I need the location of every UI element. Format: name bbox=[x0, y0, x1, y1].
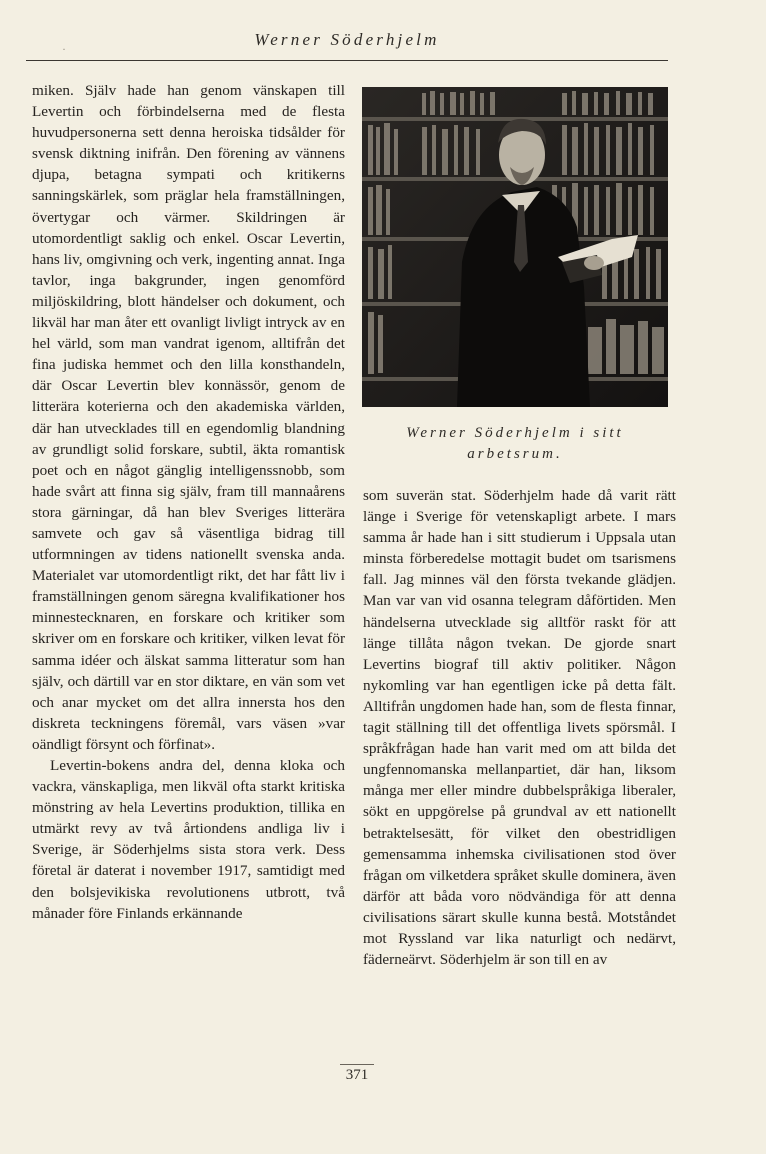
portrait-photo bbox=[362, 87, 668, 407]
page-number: 371 bbox=[345, 1067, 369, 1083]
header-rule bbox=[26, 60, 668, 61]
right-column bbox=[363, 485, 676, 970]
running-title: Werner Söderhjelm bbox=[254, 30, 440, 49]
left-paragraph-1: miken. Själv hade han genom vänskapen till Levertin och förbindelserna med de flesta huvudpersonerna sett denna heroiska tidsålder för svensk diktning inifrån. Den förening av vännens djupa, betagna sympati och kritikerns sanningskärlek, som präglar hela framställningen, övertygar och värmer. Skildringen är utomordentligt saklig och enkel. Oscar Levertin, hans liv, omgivning och verk, ingenting annat. Inga tavlor, inga bakgrunder, ingen genomförd miljöskildring, blott händelser och dokument, och likväl har man åter ett ovanligt livligt intryck av en hel värld, som man vandrat igenom, alltifrån det fina judiska hemmet och den lilla konsthandeln, där Oscar Levertin blev konnässör, genom de litterära koterierna och den akademiska världen, där han utvecklades till en egendomlig blandning av grundligt solid forskare, subtil, äkta romantisk poet och en något gänglig intelligenssnobb, som hade svårt att finna sig själv, fram till mannaårens stora gärningar, då han blev Sveriges litterära samvete och gav så väsentliga bidrag till utformningen av tidens nationellt svenska anda. Materialet var utomordentligt rikt, det har fått liv i framställningen genom säregna kvalifikationer hos minnestecknaren, en forskare och kritiker som skriver om en forskare och kritiker, vilken levat för samma idéer och älskat samma litteratur som han själv, och därtill var en stor diktare, en vän som vet och anar mycket om det allra innersta hos den diskreta teckningens föremål, vars väsen »var oändligt försynt och förfinat». bbox=[32, 82, 345, 753]
portrait-illustration bbox=[362, 87, 668, 407]
footer-rule bbox=[340, 1064, 374, 1065]
speck-mark: · bbox=[62, 42, 66, 56]
left-column bbox=[32, 80, 345, 924]
figure-caption: Werner Söderhjelm i sitt arbetsrum. bbox=[406, 425, 624, 462]
left-paragraph-2: Levertin-bokens andra del, denna kloka och vackra, vänskapliga, men likväl ofta starkt kritiska mönstring av hela Levertins produktion, tillika en utmärkt revy av två årtiondens andliga liv i Sverige, är Söderhjelms sista stora verk. Dess företal är daterat i november 1917, samtidigt med den bolsjevikiska revolutionens utbrott, två månader före Finlands erkännande bbox=[32, 757, 345, 922]
right-paragraph-1: som suverän stat. Söderhjelm hade då varit rätt länge i Sverige för vetenskapligt arbete. I mars samma år hade han i sitt studierum i Uppsala utan minsta förberedelse mottagit budet om tsarismens fall. Jag minnes väl den första tvekande glädjen. Man var van vid osanna telegram dåförtiden. Men händelserna utvecklade sig alltför raskt för att länge tillåta någon tvekan. De gjorde snart Levertins biograf till aktiv politiker. Någon nykomling var han egentligen icke på detta fält. Alltifrån ungdomen hade han, som de flesta finnar, tagit ställning till det offentliga livets spörsmål. I språkfrågan hade han varit med om att bilda det ungfennomanska mellanpartiet, där han, liksom många mer eller mindre dubbelspråkiga liberaler, sökt en uppgörelse på grundval av ett nationellt betraktelsesätt, för vilket den obestridligen gemensamma inhemska civilisationen stod över frågan om vilketdera språket skulle dominera, även därför att båda voro nödvändiga för att denna civilisations särart skulle kunna bestå. Motståndet mot Ryssland var lika naturligt och nedärvt, fäderneärvt. Söderhjelm är son till en av bbox=[363, 487, 676, 969]
